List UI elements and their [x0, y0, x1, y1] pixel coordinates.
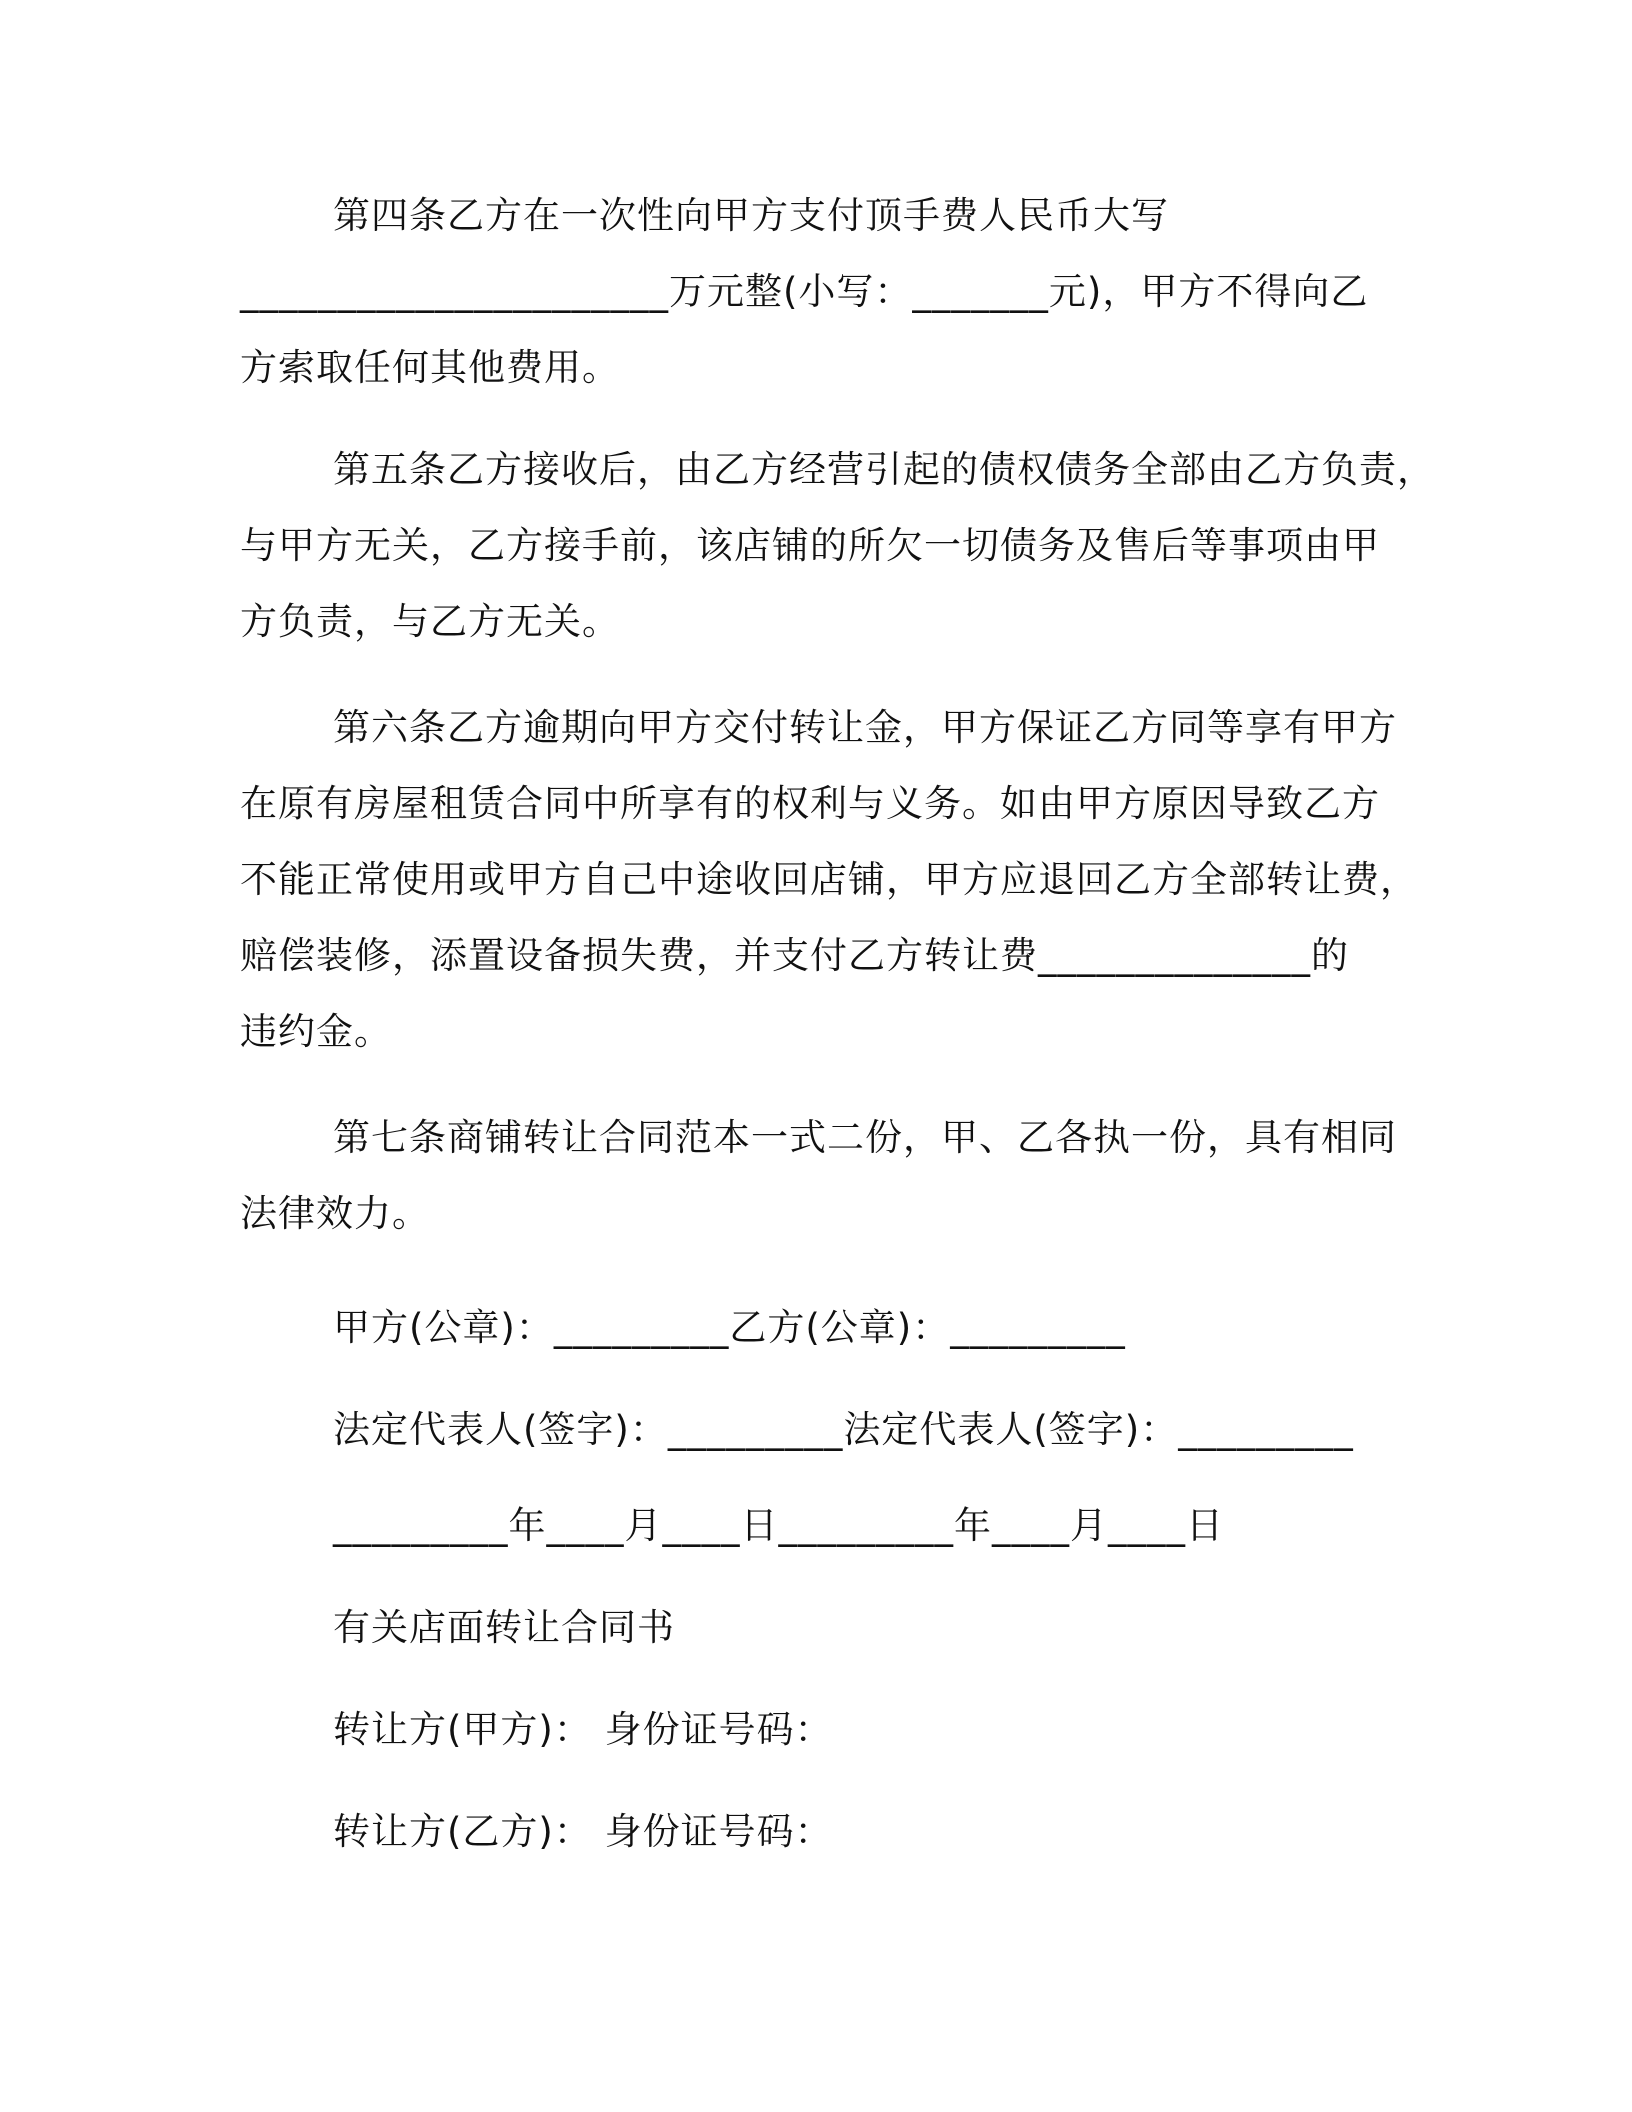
- clause5-line1: 第五条乙方接收后，由乙方经营引起的债权债务全部由乙方负责，: [333, 448, 1435, 491]
- clause5-line3: 方负责，与乙方无关。: [240, 600, 620, 643]
- seal-line: 甲方(公章)：_________乙方(公章)：_________: [333, 1306, 1126, 1349]
- clause6-line5: 违约金。: [240, 1010, 392, 1053]
- clause4-line3: 方索取任何其他费用。: [240, 346, 620, 389]
- clause7-line1: 第七条商铺转让合同范本一式二份，甲、乙各执一份，具有相同: [333, 1116, 1397, 1159]
- clause5-line2: 与甲方无关，乙方接手前，该店铺的所欠一切债务及售后等事项由甲: [240, 524, 1380, 567]
- clause6-line4: 赔偿装修，添置设备损失费，并支付乙方转让费______________的: [240, 934, 1349, 977]
- date-line: _________年____月____日_________年____月____日: [333, 1504, 1224, 1547]
- party-a-line: 转让方(甲方)： 身份证号码：: [333, 1708, 833, 1751]
- clause4-line2: ______________________万元整(小写：_______元)，甲方不得向乙: [240, 270, 1369, 313]
- clause6-line3: 不能正常使用或甲方自己中途收回店铺，甲方应退回乙方全部转让费，: [240, 858, 1418, 901]
- representative-line: 法定代表人(签字)：_________法定代表人(签字)：_________: [333, 1408, 1354, 1451]
- party-b-line: 转让方(乙方)： 身份证号码：: [333, 1810, 833, 1853]
- clause4-line1: 第四条乙方在一次性向甲方支付顶手费人民币大写: [333, 194, 1169, 237]
- clause7-line2: 法律效力。: [240, 1192, 430, 1235]
- contract-title: 有关店面转让合同书: [333, 1606, 675, 1649]
- clause6-line2: 在原有房屋租赁合同中所享有的权利与义务。如由甲方原因导致乙方: [240, 782, 1380, 825]
- clause6-line1: 第六条乙方逾期向甲方交付转让金，甲方保证乙方同等享有甲方: [333, 706, 1397, 749]
